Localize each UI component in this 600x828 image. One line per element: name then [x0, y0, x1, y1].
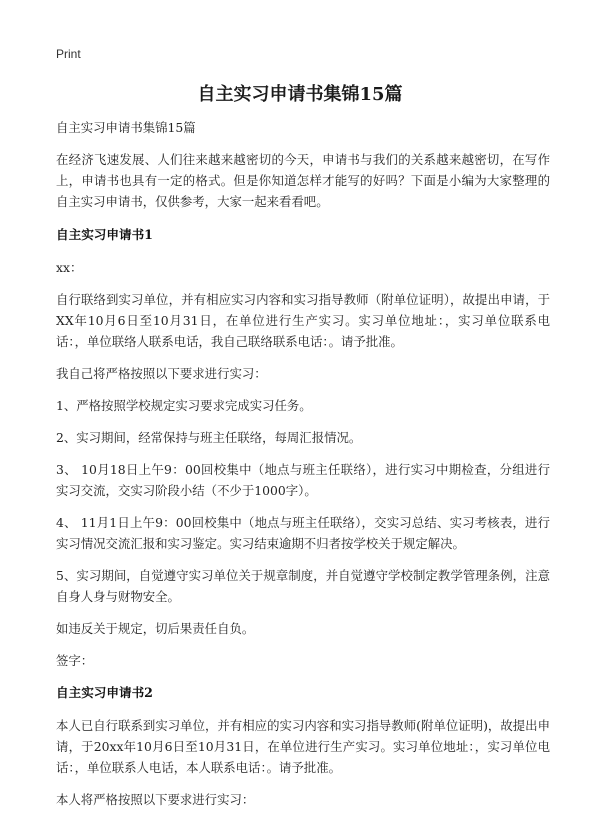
paragraph: 我自己将严格按照以下要求进行实习： — [56, 366, 267, 381]
list-item: 4、 11月1日上午9：00回校集中（地点与班主任联络），交实习总结、实习考核表，进行实习情况交流汇报和实习鉴定。实习结束逾期不归者按学校关于规定解决。 — [56, 515, 550, 551]
salutation: xx： — [56, 260, 83, 275]
paragraph: 本人已自行联系到实习单位，并有相应的实习内容和实习指导教师(附单位证明)，故提出申请，于20xx年10月6日至10月31日，在单位进行生产实习。实习单位地址：，实习单位电话：，单位联系人电话，本人联系电话：。请予批准。 — [56, 718, 550, 775]
section-heading-1: 自主实习申请书1 — [56, 227, 153, 242]
list-item: 3、 10月18日上午9：00回校集中（地点与班主任联络），进行实习中期检查，分组进行实习交流，交实习阶段小结（不少于1000字）。 — [56, 462, 550, 498]
section-heading-2: 自主实习申请书2 — [56, 685, 153, 700]
document-title: 自主实习申请书集锦15篇 — [197, 84, 403, 105]
paragraph: 自行联络到实习单位，并有相应实习内容和实习指导教师（附单位证明），故提出申请，于XX年10月6日至10月31日，在单位进行生产实习。实习单位地址：，实习单位联系电话：，单位联络人联系电话，我自己联络联系电话：。请予批准。 — [56, 292, 550, 349]
document-subtitle: 自主实习申请书集锦15篇 — [56, 120, 196, 135]
print-link[interactable]: Print — [56, 47, 81, 61]
list-item: 2、实习期间，经常保持与班主任联络，每周汇报情况。 — [56, 430, 362, 445]
document-body — [56, 117, 550, 821]
paragraph: 如违反关于规定，切后果责任自负。 — [56, 621, 255, 636]
paragraph: 本人将严格按照以下要求进行实习： — [56, 792, 255, 807]
intro-paragraph: 在经济飞速发展、人们往来越来越密切的今天，申请书与我们的关系越来越密切，在写作上，申请书也具有一定的格式。但是你知道怎样才能写的好吗？下面是小编为大家整理的自主实习申请书，仅供参考，大家一起来看看吧。 — [56, 152, 550, 209]
list-item: 5、实习期间，自觉遵守实习单位关于规章制度，并自觉遵守学校制定教学管理条例，注意自身人身与财物安全。 — [56, 568, 550, 604]
signature-line: 签字： — [56, 653, 94, 668]
list-item: 1、严格按照学校规定实习要求完成实习任务。 — [56, 398, 312, 413]
